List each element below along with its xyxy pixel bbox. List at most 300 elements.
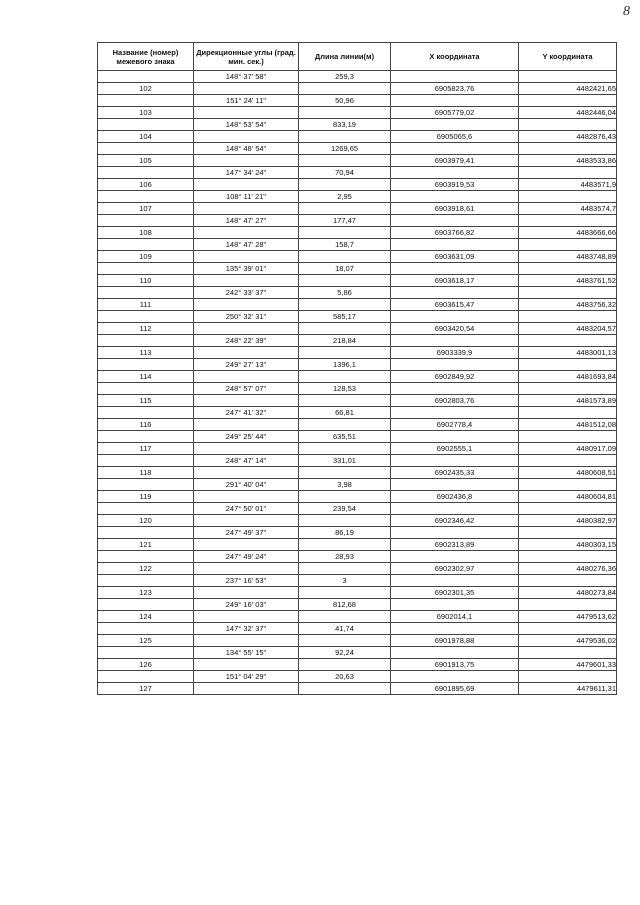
cell-angle: 248° 57' 07" <box>194 383 299 395</box>
cell-length: 41,74 <box>299 623 391 635</box>
cell-y: 4480604,81 <box>519 491 617 503</box>
cell-y <box>519 311 617 323</box>
cell-length <box>299 251 391 263</box>
cell-length: 70,94 <box>299 167 391 179</box>
cell-name <box>98 335 194 347</box>
cell-angle <box>194 443 299 455</box>
cell-y <box>519 215 617 227</box>
point-row <box>98 179 617 191</box>
cell-name: 107 <box>98 203 194 215</box>
cell-length <box>299 107 391 119</box>
cell-name: 119 <box>98 491 194 503</box>
cell-angle: 237° 16' 53" <box>194 575 299 587</box>
table-body <box>98 71 617 695</box>
cell-y <box>519 431 617 443</box>
cell-y: 4482446,04 <box>519 107 617 119</box>
segment-row <box>98 143 617 155</box>
segment-row <box>98 551 617 563</box>
cell-y <box>519 335 617 347</box>
point-row <box>98 611 617 623</box>
cell-name: 111 <box>98 299 194 311</box>
cell-angle <box>194 563 299 575</box>
cell-name: 125 <box>98 635 194 647</box>
cell-x: 6903766,82 <box>391 227 519 239</box>
cell-x <box>391 239 519 251</box>
segment-row <box>98 503 617 515</box>
cell-angle: 148° 53' 54" <box>194 119 299 131</box>
segment-row <box>98 575 617 587</box>
cell-y <box>519 383 617 395</box>
cell-angle <box>194 179 299 191</box>
cell-length <box>299 635 391 647</box>
cell-length: 92,24 <box>299 647 391 659</box>
cell-name: 112 <box>98 323 194 335</box>
cell-length: 5,86 <box>299 287 391 299</box>
cell-length: 128,53 <box>299 383 391 395</box>
cell-y <box>519 503 617 515</box>
cell-length <box>299 467 391 479</box>
cell-x <box>391 359 519 371</box>
point-row <box>98 371 617 383</box>
cell-name <box>98 215 194 227</box>
segment-row <box>98 119 617 131</box>
point-row <box>98 635 617 647</box>
cell-x <box>391 215 519 227</box>
cell-length <box>299 611 391 623</box>
cell-x: 6903618,17 <box>391 275 519 287</box>
cell-angle: 147° 34' 24" <box>194 167 299 179</box>
cell-x <box>391 551 519 563</box>
cell-angle: 247° 41' 32" <box>194 407 299 419</box>
segment-row <box>98 479 617 491</box>
cell-name <box>98 71 194 83</box>
cell-name <box>98 311 194 323</box>
cell-angle: 134° 55' 15" <box>194 647 299 659</box>
cell-y <box>519 239 617 251</box>
cell-x <box>391 95 519 107</box>
point-row <box>98 539 617 551</box>
cell-angle: 147° 32' 37" <box>194 623 299 635</box>
cell-y: 4480273,84 <box>519 587 617 599</box>
cell-length: 177,47 <box>299 215 391 227</box>
segment-row <box>98 527 617 539</box>
cell-y: 4480382,97 <box>519 515 617 527</box>
point-row <box>98 683 617 695</box>
cell-length: 833,19 <box>299 119 391 131</box>
cell-x <box>391 671 519 683</box>
cell-y: 4483666,66 <box>519 227 617 239</box>
cell-length <box>299 587 391 599</box>
cell-y: 4479601,33 <box>519 659 617 671</box>
point-row <box>98 515 617 527</box>
cell-y: 4483761,52 <box>519 275 617 287</box>
point-row <box>98 275 617 287</box>
table-header-row <box>98 43 617 71</box>
cell-x <box>391 71 519 83</box>
cell-x <box>391 191 519 203</box>
cell-name: 106 <box>98 179 194 191</box>
cell-angle: 248° 47' 14" <box>194 455 299 467</box>
cell-angle: 148° 47' 28" <box>194 239 299 251</box>
cell-x: 6902301,35 <box>391 587 519 599</box>
cell-name: 126 <box>98 659 194 671</box>
cell-name <box>98 167 194 179</box>
cell-x: 6902302,97 <box>391 563 519 575</box>
cell-x: 6903631,09 <box>391 251 519 263</box>
segment-row <box>98 671 617 683</box>
cell-y <box>519 599 617 611</box>
cell-length <box>299 203 391 215</box>
cell-length: 3 <box>299 575 391 587</box>
cell-x <box>391 143 519 155</box>
cell-length <box>299 347 391 359</box>
cell-x <box>391 287 519 299</box>
cell-name: 114 <box>98 371 194 383</box>
cell-angle <box>194 299 299 311</box>
cell-x: 6902014,1 <box>391 611 519 623</box>
cell-x: 6905779,02 <box>391 107 519 119</box>
segment-row <box>98 215 617 227</box>
cell-x <box>391 575 519 587</box>
cell-length <box>299 371 391 383</box>
segment-row <box>98 623 617 635</box>
header-y: Y координата <box>519 43 617 71</box>
cell-length <box>299 395 391 407</box>
cell-y <box>519 455 617 467</box>
header-angle: Дирекционные углы (град. мин. сек.) <box>194 43 299 71</box>
cell-x: 6901978,88 <box>391 635 519 647</box>
cell-y <box>519 359 617 371</box>
cell-length <box>299 323 391 335</box>
segment-row <box>98 167 617 179</box>
cell-y <box>519 479 617 491</box>
cell-angle <box>194 371 299 383</box>
cell-name <box>98 359 194 371</box>
cell-angle: 151° 24' 11" <box>194 95 299 107</box>
cell-angle: 250° 32' 31" <box>194 311 299 323</box>
cell-y: 4483756,32 <box>519 299 617 311</box>
segment-row <box>98 647 617 659</box>
cell-x: 6903420,54 <box>391 323 519 335</box>
cell-length <box>299 683 391 695</box>
cell-name <box>98 383 194 395</box>
cell-x: 6903615,47 <box>391 299 519 311</box>
cell-angle <box>194 539 299 551</box>
cell-y: 4483533,86 <box>519 155 617 167</box>
point-row <box>98 107 617 119</box>
segment-row <box>98 455 617 467</box>
cell-length: 239,54 <box>299 503 391 515</box>
cell-name <box>98 647 194 659</box>
cell-y: 4481512,08 <box>519 419 617 431</box>
cell-name: 105 <box>98 155 194 167</box>
cell-name <box>98 551 194 563</box>
cell-name <box>98 95 194 107</box>
cell-length <box>299 179 391 191</box>
cell-angle: 249° 27' 13" <box>194 359 299 371</box>
point-row <box>98 203 617 215</box>
cell-x <box>391 311 519 323</box>
cell-length <box>299 539 391 551</box>
point-row <box>98 491 617 503</box>
segment-row <box>98 95 617 107</box>
cell-y: 4483748,89 <box>519 251 617 263</box>
cell-x: 6903979,41 <box>391 155 519 167</box>
segment-row <box>98 599 617 611</box>
cell-name <box>98 503 194 515</box>
cell-length <box>299 227 391 239</box>
cell-name: 102 <box>98 83 194 95</box>
cell-y: 4480608,51 <box>519 467 617 479</box>
point-row <box>98 587 617 599</box>
cell-length: 66,81 <box>299 407 391 419</box>
cell-angle: 148° 48' 54" <box>194 143 299 155</box>
cell-length <box>299 419 391 431</box>
header-length: Длина линии(м) <box>299 43 391 71</box>
cell-x <box>391 647 519 659</box>
cell-name <box>98 671 194 683</box>
cell-length: 3,98 <box>299 479 391 491</box>
cell-angle <box>194 683 299 695</box>
cell-angle: 108° 11' 21" <box>194 191 299 203</box>
cell-y: 4480917,09 <box>519 443 617 455</box>
cell-name <box>98 623 194 635</box>
segment-row <box>98 191 617 203</box>
cell-angle <box>194 203 299 215</box>
point-row <box>98 83 617 95</box>
cell-name <box>98 263 194 275</box>
cell-y: 4480303,15 <box>519 539 617 551</box>
cell-angle <box>194 659 299 671</box>
cell-length <box>299 563 391 575</box>
cell-name: 123 <box>98 587 194 599</box>
point-row <box>98 347 617 359</box>
segment-row <box>98 71 617 83</box>
cell-name: 109 <box>98 251 194 263</box>
cell-x <box>391 503 519 515</box>
cell-angle <box>194 131 299 143</box>
cell-angle <box>194 323 299 335</box>
cell-x <box>391 383 519 395</box>
cell-angle <box>194 227 299 239</box>
cell-y <box>519 263 617 275</box>
cell-name <box>98 599 194 611</box>
cell-x: 6902555,1 <box>391 443 519 455</box>
segment-row <box>98 431 617 443</box>
cell-angle <box>194 395 299 407</box>
cell-name: 124 <box>98 611 194 623</box>
cell-x <box>391 335 519 347</box>
cell-y <box>519 623 617 635</box>
point-row <box>98 563 617 575</box>
cell-length: 50,96 <box>299 95 391 107</box>
point-row <box>98 323 617 335</box>
cell-x: 6905823,76 <box>391 83 519 95</box>
cell-x: 6902778,4 <box>391 419 519 431</box>
cell-name <box>98 239 194 251</box>
cell-x <box>391 455 519 467</box>
point-row <box>98 299 617 311</box>
cell-name: 115 <box>98 395 194 407</box>
cell-name <box>98 431 194 443</box>
cell-x <box>391 599 519 611</box>
cell-length: 20,63 <box>299 671 391 683</box>
cell-name: 108 <box>98 227 194 239</box>
cell-x <box>391 623 519 635</box>
cell-name: 116 <box>98 419 194 431</box>
cell-x: 6903918,61 <box>391 203 519 215</box>
cell-length: 18,07 <box>299 263 391 275</box>
cell-x: 6901913,75 <box>391 659 519 671</box>
cell-angle: 135° 39' 01" <box>194 263 299 275</box>
cell-y <box>519 287 617 299</box>
cell-x: 6902436,8 <box>391 491 519 503</box>
cell-angle: 247° 49' 37" <box>194 527 299 539</box>
cell-length: 585,17 <box>299 311 391 323</box>
cell-x <box>391 263 519 275</box>
cell-name: 110 <box>98 275 194 287</box>
cell-name: 117 <box>98 443 194 455</box>
cell-length <box>299 83 391 95</box>
cell-x: 6901895,69 <box>391 683 519 695</box>
page-number: 8 <box>623 4 630 19</box>
cell-y <box>519 671 617 683</box>
cell-y: 4479513,62 <box>519 611 617 623</box>
cell-y <box>519 167 617 179</box>
cell-x <box>391 407 519 419</box>
cell-y <box>519 143 617 155</box>
cell-name: 122 <box>98 563 194 575</box>
cell-y: 4479536,02 <box>519 635 617 647</box>
cell-x: 6902435,33 <box>391 467 519 479</box>
cell-y <box>519 407 617 419</box>
cell-name: 118 <box>98 467 194 479</box>
cell-length: 158,7 <box>299 239 391 251</box>
cell-y: 4483571,9 <box>519 179 617 191</box>
cell-y <box>519 191 617 203</box>
cell-angle <box>194 491 299 503</box>
cell-x: 6903919,53 <box>391 179 519 191</box>
cell-length <box>299 299 391 311</box>
cell-y <box>519 551 617 563</box>
cell-angle: 291° 40' 04" <box>194 479 299 491</box>
point-row <box>98 467 617 479</box>
cell-x <box>391 119 519 131</box>
cell-length: 259,3 <box>299 71 391 83</box>
cell-length: 86,19 <box>299 527 391 539</box>
segment-row <box>98 239 617 251</box>
cell-y: 4480276,36 <box>519 563 617 575</box>
cell-x: 6902849,92 <box>391 371 519 383</box>
cell-angle <box>194 419 299 431</box>
cell-x <box>391 167 519 179</box>
cell-name <box>98 479 194 491</box>
cell-angle: 148° 47' 27" <box>194 215 299 227</box>
segment-row <box>98 287 617 299</box>
cell-angle <box>194 251 299 263</box>
cell-y: 4483574,7 <box>519 203 617 215</box>
point-row <box>98 443 617 455</box>
cell-angle: 247° 49' 24" <box>194 551 299 563</box>
cell-y <box>519 575 617 587</box>
cell-length <box>299 275 391 287</box>
cell-y <box>519 119 617 131</box>
segment-row <box>98 407 617 419</box>
cell-y: 4483204,57 <box>519 323 617 335</box>
cell-x: 6905065,6 <box>391 131 519 143</box>
cell-y: 4481693,84 <box>519 371 617 383</box>
cell-length: 812,68 <box>299 599 391 611</box>
cell-y <box>519 647 617 659</box>
cell-length: 2,95 <box>299 191 391 203</box>
cell-length: 331,01 <box>299 455 391 467</box>
cell-angle <box>194 347 299 359</box>
cell-name: 113 <box>98 347 194 359</box>
cell-angle <box>194 587 299 599</box>
cell-name: 120 <box>98 515 194 527</box>
cell-name <box>98 119 194 131</box>
cell-y: 4483001,13 <box>519 347 617 359</box>
cell-length: 1396,1 <box>299 359 391 371</box>
cell-name <box>98 287 194 299</box>
cell-length <box>299 155 391 167</box>
cell-angle: 151° 04' 29" <box>194 671 299 683</box>
cell-name <box>98 575 194 587</box>
cell-name <box>98 455 194 467</box>
cell-name <box>98 527 194 539</box>
cell-x <box>391 527 519 539</box>
point-row <box>98 419 617 431</box>
cell-x: 6902313,89 <box>391 539 519 551</box>
cell-y <box>519 95 617 107</box>
segment-row <box>98 359 617 371</box>
boundary-coordinates-table <box>97 42 617 695</box>
cell-angle: 249° 16' 03" <box>194 599 299 611</box>
cell-angle: 148° 37' 58" <box>194 71 299 83</box>
cell-angle: 242° 33' 37" <box>194 287 299 299</box>
cell-x: 6903339,9 <box>391 347 519 359</box>
cell-name: 121 <box>98 539 194 551</box>
cell-name: 104 <box>98 131 194 143</box>
cell-x <box>391 479 519 491</box>
cell-y: 4482876,43 <box>519 131 617 143</box>
cell-y <box>519 527 617 539</box>
cell-angle <box>194 635 299 647</box>
cell-name <box>98 407 194 419</box>
cell-length: 1269,65 <box>299 143 391 155</box>
cell-y: 4482421,65 <box>519 83 617 95</box>
cell-name: 127 <box>98 683 194 695</box>
cell-angle <box>194 83 299 95</box>
cell-y: 4479611,31 <box>519 683 617 695</box>
cell-name <box>98 191 194 203</box>
cell-angle <box>194 467 299 479</box>
cell-length <box>299 659 391 671</box>
cell-length: 218,84 <box>299 335 391 347</box>
cell-x <box>391 431 519 443</box>
cell-angle: 249° 25' 44" <box>194 431 299 443</box>
header-x: X координата <box>391 43 519 71</box>
segment-row <box>98 311 617 323</box>
point-row <box>98 131 617 143</box>
cell-angle <box>194 275 299 287</box>
cell-name <box>98 143 194 155</box>
segment-row <box>98 335 617 347</box>
cell-angle <box>194 611 299 623</box>
point-row <box>98 227 617 239</box>
point-row <box>98 251 617 263</box>
cell-angle <box>194 515 299 527</box>
